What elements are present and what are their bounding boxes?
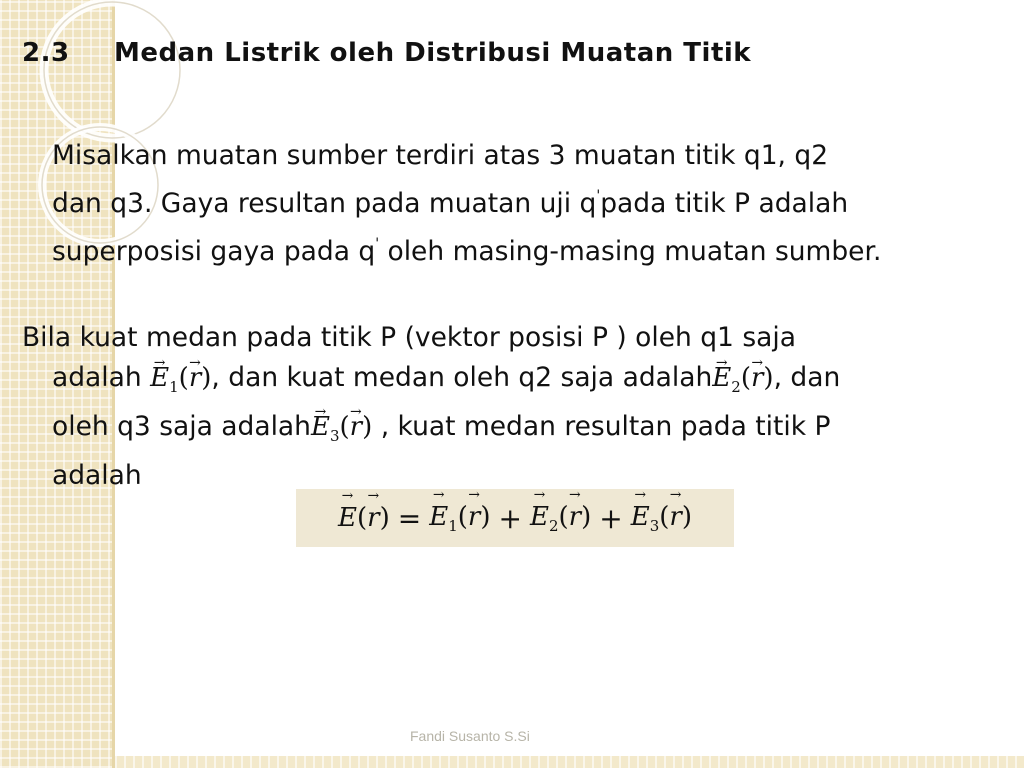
prime-mark: '	[375, 236, 380, 252]
decorative-bottom-strip	[115, 756, 1024, 768]
paragraph2-line3: oleh q3 saja adalah→ $E_3(\to r)$ , kuat medan resultan pada titik P	[22, 407, 840, 456]
paragraph-superposition	[52, 136, 881, 272]
math-e1-of-r: → $E_1(\to r)$	[150, 358, 211, 407]
section-title: Medan Listrik oleh Distribusi Muatan Titik	[114, 38, 752, 68]
formula-e3-of-r: → $E_3(\to r)$	[631, 502, 692, 535]
formula-e-of-r: → E(→ r)	[338, 503, 390, 533]
formula-e2-of-r: → $E_2(\to r)$	[530, 502, 591, 535]
paragraph2-line2: adalah → $E_1(\to r)$, dan kuat medan oleh q2 saja adalah→ $E_2(\to r)$, dan	[22, 358, 840, 407]
math-e3-of-r: → $E_3(\to r)$	[311, 407, 372, 456]
paragraph1-line1: Misalkan muatan sumber terdiri atas 3 muatan titik q1, q2	[52, 140, 829, 171]
paragraph2-line4: adalah	[52, 460, 142, 491]
formula-e1-of-r: → $E_1(\to r)$	[429, 502, 490, 535]
paragraph1-line3: superposisi gaya pada q' oleh masing-masing muatan sumber.	[52, 236, 882, 267]
paragraph-field-definition	[22, 318, 840, 496]
section-number: 2.3	[22, 38, 70, 68]
resultant-field-formula	[296, 489, 734, 547]
formula-plus: +	[498, 501, 522, 535]
paragraph2-line1: Bila kuat medan pada titik P (vektor posisi P ) oleh q1 saja	[22, 322, 796, 353]
prime-mark: '	[596, 188, 601, 204]
paragraph1-line2: dan q3. Gaya resultan pada muatan uji q'pada titik P adalah	[52, 188, 849, 219]
footer-author: Fandi Susanto S.Si	[410, 728, 530, 744]
slide-heading	[22, 38, 751, 68]
math-e2-of-r: → $E_2(\to r)$	[712, 358, 773, 407]
formula-equals: =	[397, 501, 422, 535]
formula-plus: +	[599, 501, 623, 535]
